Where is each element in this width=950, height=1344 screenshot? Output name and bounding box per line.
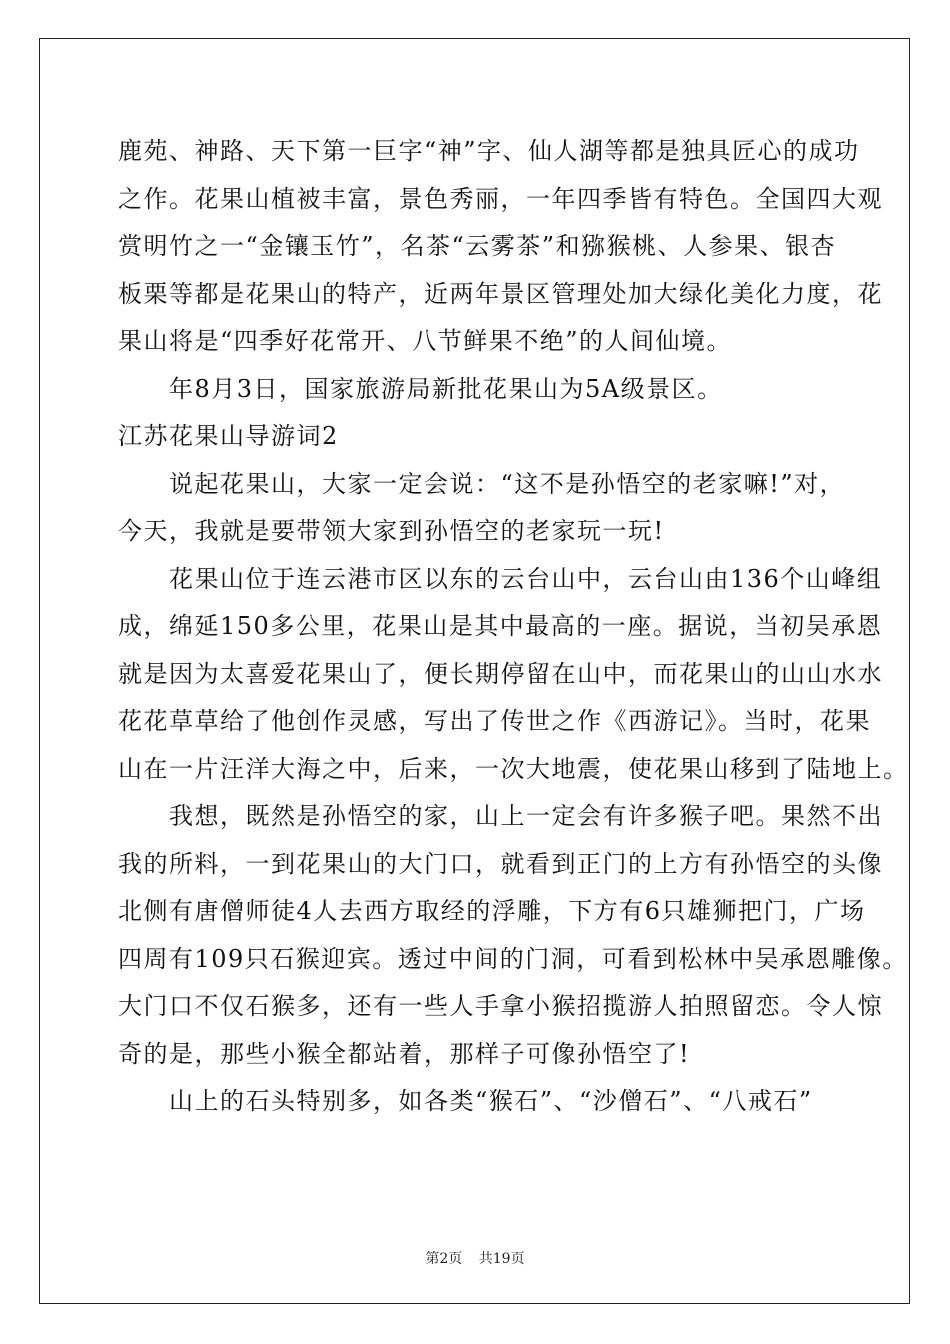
section-heading: 江苏花果山导游词2 [118, 422, 339, 450]
text-line: 板栗等都是花果山的特产，近两年景区管理处加大绿化美化力度，花 [118, 279, 883, 308]
text-line: 今天，我就是要带领大家到孙悟空的老家玩一玩! [118, 517, 665, 545]
text-line: 果山将是“四季好花常开、八节鲜果不绝”的人间仙境。 [118, 327, 733, 355]
text-line: 年8月3日，国家旅游局新批花果山为5A级景区。 [118, 374, 723, 403]
text-line: 我想，既然是孙悟空的家，山上一定会有许多猴子吧。果然不出 [118, 802, 883, 830]
text-line: 花果山位于连云港市区以东的云台山中，云台山由136个山峰组 [118, 564, 883, 593]
text-line: 之作。花果山植被丰富，景色秀丽，一年四季皆有特色。全国四大观 [118, 184, 883, 213]
text-line: 山上的石头特别多，如各类“猴石”、“沙僧石”、“八戒石” [118, 1087, 813, 1115]
text-line: 就是因为太喜爱花果山了，便长期停留在山中，而花果山的山山水水 [118, 659, 883, 688]
page-number: 第2页 [425, 1251, 463, 1267]
text-line: 鹿苑、神路、天下第一巨字“神”字、仙人湖等都是独具匠心的成功 [118, 137, 860, 165]
text-line: 四周有109只石猴迎宾。透过中间的门洞，可看到松林中吴承恩雕像。 [118, 944, 908, 973]
document-body [118, 128, 909, 1126]
text-line: 山在一片汪洋大海之中，后来，一次大地震，使花果山移到了陆地上。 [118, 754, 909, 783]
text-line: 赏明竹之一“金镶玉竹”，名茶“云雾茶”和猕猴桃、人参果、银杏 [118, 232, 837, 260]
text-line: 奇的是，那些小猴全都站着，那样子可像孙悟空了! [118, 1039, 691, 1068]
text-line: 我的所料，一到花果山的大门口，就看到正门的上方有孙悟空的头像 [118, 849, 883, 878]
text-line: 说起花果山，大家一定会说：“这不是孙悟空的老家嘛!”对， [118, 469, 846, 498]
text-line: 花花草草给了他创作灵感，写出了传世之作《西游记》。当时，花果 [118, 707, 871, 735]
page-total: 共19页 [478, 1251, 525, 1267]
text-line: 成，绵延150多公里，花果山是其中最高的一座。据说，当初吴承恩 [118, 612, 883, 640]
page-footer [0, 1248, 950, 1268]
text-line: 北侧有唐僧师徒4人去西方取经的浮雕，下方有6只雄狮把门，广场 [118, 897, 866, 925]
text-line: 大门口不仅石猴多，还有一些人手拿小猴招揽游人拍照留恋。令人惊 [118, 992, 883, 1020]
